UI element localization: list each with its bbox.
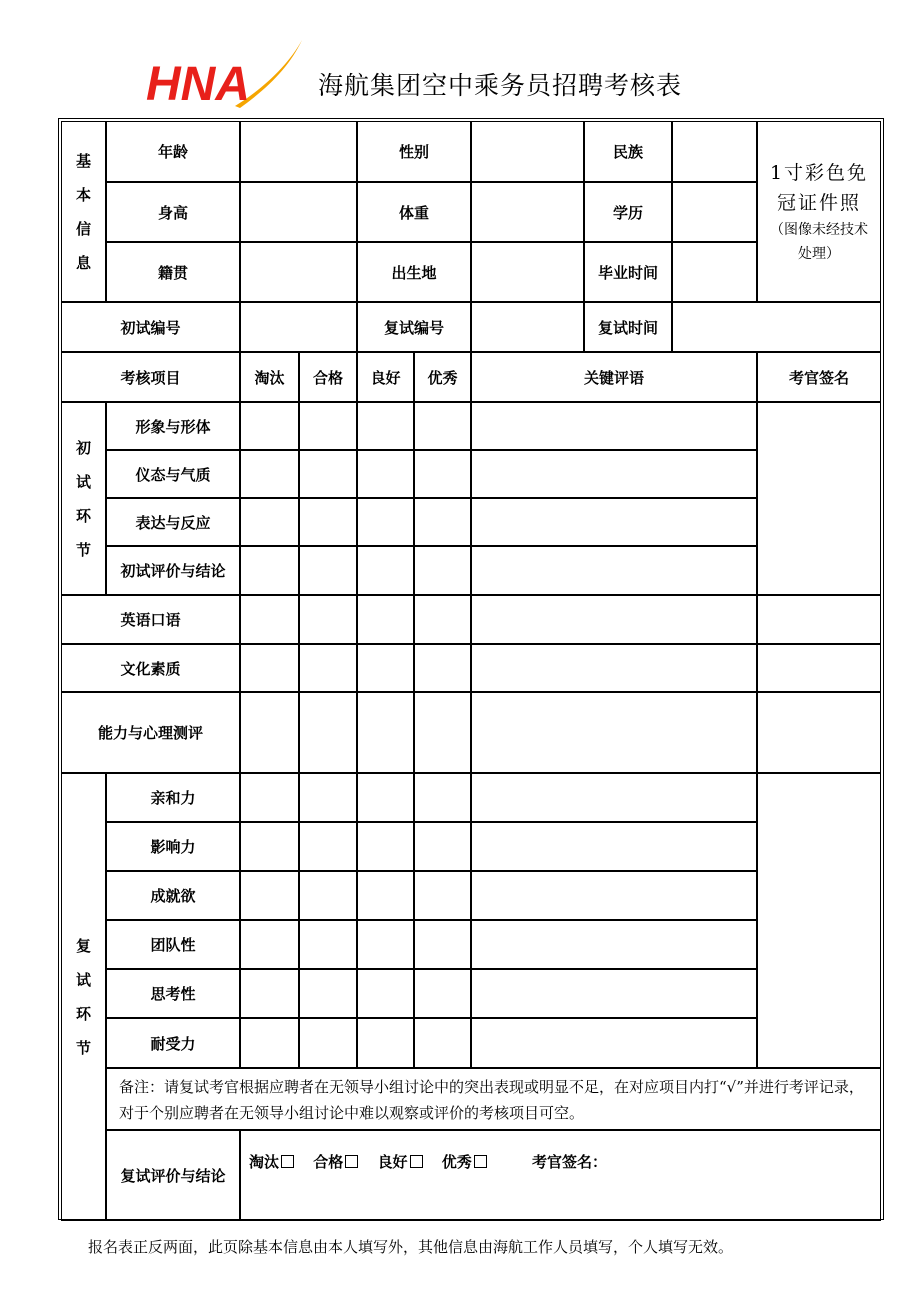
item-second-conclusion: 复试评价与结论: [106, 1130, 240, 1221]
option-eliminate[interactable]: 淘汰: [249, 1153, 294, 1171]
cell-eliminate[interactable]: [240, 871, 299, 920]
cell-eliminate[interactable]: [240, 450, 299, 498]
cell-pass[interactable]: [299, 595, 357, 644]
cell-comment[interactable]: [471, 871, 757, 920]
cell-good[interactable]: [357, 920, 414, 969]
label-education: 学历: [584, 182, 672, 242]
cell-eliminate[interactable]: [240, 644, 299, 692]
label-graduation-time: 毕业时间: [584, 242, 672, 302]
cell-comment[interactable]: [471, 969, 757, 1018]
item-endurance: 耐受力: [106, 1018, 240, 1068]
cell-good[interactable]: [357, 595, 414, 644]
field-birthplace[interactable]: [471, 242, 584, 302]
cell-good[interactable]: [357, 644, 414, 692]
cell-good[interactable]: [357, 871, 414, 920]
item-manner: 仪态与气质: [106, 450, 240, 498]
cell-eliminate[interactable]: [240, 822, 299, 871]
cell-good[interactable]: [357, 450, 414, 498]
checkbox-icon[interactable]: [281, 1155, 294, 1168]
label-height: 身高: [106, 182, 240, 242]
cell-excellent[interactable]: [414, 1018, 471, 1068]
cell-good[interactable]: [357, 969, 414, 1018]
cell-excellent[interactable]: [414, 822, 471, 871]
cell-excellent[interactable]: [414, 546, 471, 595]
cell-comment[interactable]: [471, 498, 757, 546]
cell-comment[interactable]: [471, 450, 757, 498]
field-gender[interactable]: [471, 121, 584, 182]
cell-signature[interactable]: [757, 595, 881, 644]
cell-comment[interactable]: [471, 546, 757, 595]
cell-excellent[interactable]: [414, 773, 471, 822]
field-ethnicity[interactable]: [672, 121, 757, 182]
header: [140, 36, 760, 116]
option-pass[interactable]: 合格: [313, 1153, 358, 1171]
cell-good[interactable]: [357, 498, 414, 546]
cell-good[interactable]: [357, 692, 414, 773]
hna-logo: [140, 36, 310, 116]
col-header-eliminate: 淘汰: [240, 352, 299, 402]
first-round-label: 初 试 环 节: [61, 402, 106, 595]
cell-comment[interactable]: [471, 822, 757, 871]
col-header-item: 考核项目: [61, 352, 240, 402]
label-weight: 体重: [357, 182, 471, 242]
field-native-place[interactable]: [240, 242, 357, 302]
cell-eliminate[interactable]: [240, 546, 299, 595]
item-appearance: 形象与形体: [106, 402, 240, 450]
cell-signature[interactable]: [757, 644, 881, 692]
cell-pass[interactable]: [299, 644, 357, 692]
field-second-exam-time[interactable]: [672, 302, 881, 352]
cell-excellent[interactable]: [414, 402, 471, 450]
cell-pass[interactable]: [299, 1018, 357, 1068]
cell-pass[interactable]: [299, 920, 357, 969]
cell-pass[interactable]: [299, 450, 357, 498]
conclusion-options: [249, 1151, 607, 1172]
photo-note: （图像未经技术处理）: [770, 221, 869, 262]
label-birthplace: 出生地: [357, 242, 471, 302]
cell-good[interactable]: [357, 402, 414, 450]
cell-pass[interactable]: [299, 773, 357, 822]
col-header-pass: 合格: [299, 352, 357, 402]
cell-excellent[interactable]: [414, 969, 471, 1018]
label-age: 年龄: [106, 121, 240, 182]
field-graduation-time[interactable]: [672, 242, 757, 302]
item-achievement: 成就欲: [106, 871, 240, 920]
cell-excellent[interactable]: [414, 450, 471, 498]
cell-eliminate[interactable]: [240, 498, 299, 546]
field-education[interactable]: [672, 182, 757, 242]
cell-excellent[interactable]: [414, 498, 471, 546]
cell-eliminate[interactable]: [240, 969, 299, 1018]
col-header-good: 良好: [357, 352, 414, 402]
cell-pass[interactable]: [299, 822, 357, 871]
cell-good[interactable]: [357, 822, 414, 871]
basic-info-label: 基 本 信 息: [61, 121, 106, 302]
item-teamwork: 团队性: [106, 920, 240, 969]
field-weight[interactable]: [471, 182, 584, 242]
cell-good[interactable]: [357, 546, 414, 595]
label-ethnicity: 民族: [584, 121, 672, 182]
item-english: 英语口语: [61, 595, 240, 644]
cell-good[interactable]: [357, 773, 414, 822]
cell-eliminate[interactable]: [240, 402, 299, 450]
checkbox-icon[interactable]: [345, 1155, 358, 1168]
assessment-table: [61, 121, 881, 1221]
item-influence: 影响力: [106, 822, 240, 871]
option-excellent[interactable]: 优秀: [442, 1153, 487, 1171]
cell-excellent[interactable]: [414, 920, 471, 969]
field-height[interactable]: [240, 182, 357, 242]
form-title: 海航集团空中乘务员招聘考核表: [318, 71, 683, 100]
cell-pass[interactable]: [299, 498, 357, 546]
cell-pass[interactable]: [299, 546, 357, 595]
examiner-signature-label: 考官签名：: [532, 1152, 608, 1171]
item-thinking: 思考性: [106, 969, 240, 1018]
item-ability-psych: 能力与心理测评: [61, 692, 240, 773]
photo-box[interactable]: [757, 121, 881, 302]
cell-pass[interactable]: [299, 402, 357, 450]
label-native-place: 籍贯: [106, 242, 240, 302]
col-header-signature: 考官签名: [757, 352, 881, 402]
col-header-comment: 关键评语: [471, 352, 757, 402]
col-header-excellent: 优秀: [414, 352, 471, 402]
cell-pass[interactable]: [299, 692, 357, 773]
cell-comment[interactable]: [471, 692, 757, 773]
cell-excellent[interactable]: [414, 871, 471, 920]
cell-eliminate[interactable]: [240, 920, 299, 969]
cell-signature[interactable]: [757, 692, 881, 773]
cell-comment[interactable]: [471, 920, 757, 969]
label-gender: 性别: [357, 121, 471, 182]
field-second-exam-no[interactable]: [471, 302, 584, 352]
option-good[interactable]: 良好: [378, 1153, 423, 1171]
second-round-remark: 备注：请复试考官根据应聘者在无领导小组讨论中的突出表现或明显不足，在对应项目内打“√”并进行考评记录，对于个别应聘者在无领导小组讨论中难以观察或评价的考核项目可空。: [106, 1068, 881, 1130]
second-round-signature[interactable]: [757, 773, 881, 1068]
cell-comment[interactable]: [471, 402, 757, 450]
item-first-conclusion: 初试评价与结论: [106, 546, 240, 595]
footnote: 报名表正反两面，此页除基本信息由本人填写外，其他信息由海航工作人员填写，个人填写无效。: [88, 1238, 734, 1256]
cell-good[interactable]: [357, 1018, 414, 1068]
checkbox-icon[interactable]: [410, 1155, 423, 1168]
cell-excellent[interactable]: [414, 644, 471, 692]
cell-comment[interactable]: [471, 1018, 757, 1068]
photo-instruction: 1寸彩色免冠证件照: [769, 161, 869, 214]
cell-comment[interactable]: [471, 644, 757, 692]
cell-comment[interactable]: [471, 595, 757, 644]
cell-excellent[interactable]: [414, 692, 471, 773]
cell-pass[interactable]: [299, 969, 357, 1018]
cell-comment[interactable]: [471, 773, 757, 822]
checkbox-icon[interactable]: [474, 1155, 487, 1168]
cell-eliminate[interactable]: [240, 692, 299, 773]
cell-excellent[interactable]: [414, 595, 471, 644]
first-round-signature[interactable]: [757, 402, 881, 595]
label-second-exam-no: 复试编号: [357, 302, 471, 352]
second-round-label: 复 试 环 节: [61, 773, 106, 1221]
label-first-exam-no: 初试编号: [61, 302, 240, 352]
cell-pass[interactable]: [299, 871, 357, 920]
field-first-exam-no[interactable]: [240, 302, 357, 352]
item-affinity: 亲和力: [106, 773, 240, 822]
label-second-exam-time: 复试时间: [584, 302, 672, 352]
item-expression: 表达与反应: [106, 498, 240, 546]
field-age[interactable]: [240, 121, 357, 182]
cell-eliminate[interactable]: [240, 595, 299, 644]
item-culture: 文化素质: [61, 644, 240, 692]
second-conclusion-box[interactable]: [240, 1130, 881, 1221]
cell-eliminate[interactable]: [240, 773, 299, 822]
cell-eliminate[interactable]: [240, 1018, 299, 1068]
logo-text: HNA: [146, 58, 250, 111]
